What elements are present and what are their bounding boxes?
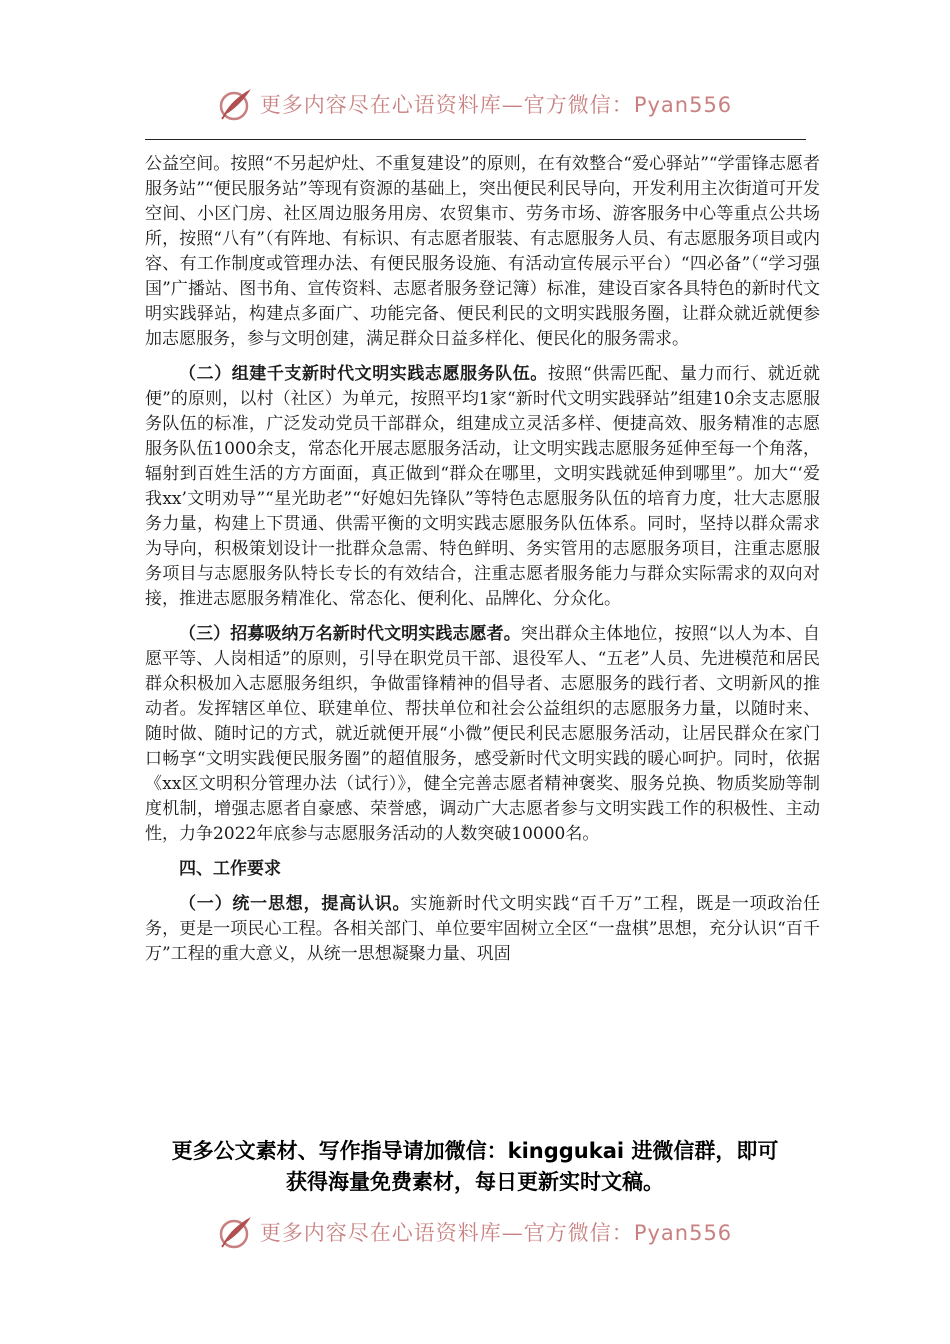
footer-watermark	[0, 1210, 950, 1254]
paragraph-volunteer-teams: （二）组建千支新时代文明实践志愿服务队伍。按照“供需匹配、量力而行、就近就便”的原则，以村（社区）为单元，按照平均1家“新时代文明实践驿站”组建10余支志愿服务队伍的标准，广泛发动党员干部群众，组建成立灵活多样、便捷高效、服务精准的志愿服务队伍1000余支，常态化开展志愿服务活动，让文明实践志愿服务延伸至每一个角落，辐射到百姓生活的方方面面，真正做到“群众在哪里，文明实践就延伸到哪里”。加大“‘爱我xx’文明劝导”“星光助老”“好媳妇先锋队”等特色志愿服务队伍的培育力度，壮大志愿服务力量，构建上下贯通、供需平衡的文明实践志愿服务队伍体系。同时，坚持以群众需求为导向，积极策划设计一批群众急需、特色鲜明、务实管用的志愿服务项目，注重志愿服务项目与志愿服务队特长专长的有效结合，注重志愿者服务能力与群众实际需求的双向对接，推进志愿服务精准化、常态化、便利化、品牌化、分众化。	[145, 364, 820, 609]
watermark-text: 更多内容尽在心语资料库—官方微信：Pyan556	[259, 1221, 733, 1245]
document-body	[145, 152, 820, 977]
paragraph-heading: （二）组建千支新时代文明实践志愿服务队伍。	[179, 364, 548, 384]
section-title-work-requirements: 四、工作要求	[179, 859, 281, 879]
watermark-text: 更多内容尽在心语资料库—官方微信：Pyan556	[259, 93, 733, 117]
paragraph-heading: （三）招募吸纳万名新时代文明实践志愿者。	[179, 624, 521, 644]
paragraph-unify-thinking: （一）统一思想，提高认识。实施新时代文明实践“百千万”工程，既是一项政治任务，更是一项民心工程。各相关部门、单位要牢固树立全区“一盘棋”思想，充分认识“百千万”工程的重大意义，从统一思想凝聚力量、巩固	[145, 894, 821, 964]
header-watermark	[0, 82, 950, 126]
promo-line-2: 获得海量免费素材，每日更新实时文稿。	[286, 1170, 664, 1194]
header-divider	[145, 139, 806, 140]
promo-banner	[120, 1136, 830, 1198]
paragraph-public-space: 公益空间。按照“不另起炉灶、不重复建设”的原则，在有效整合“爱心驿站”“学雷锋志愿者服务站”“便民服务站”等现有资源的基础上，突出便民利民导向，开发利用主次街道可开发空间、小区门房、社区周边服务用房、农贸集市、劳务市场、游客服务中心等重点公共场所，按照“八有”（有阵地、有标识、有志愿者服装、有志愿服务人员、有志愿服务项目或内容、有工作制度或管理办法、有便民服务设施、有活动宣传展示平台）“四必备”（“学习强国”广播站、图书角、宣传资料、志愿者服务登记簿）标准，建设百家各具特色的新时代文明实践驿站，构建点多面广、功能完备、便民利民的文明实践服务圈，让群众就近就便参加志愿服务，参与文明创建，满足群众日益多样化、便民化的服务需求。	[145, 154, 820, 349]
paragraph-heading: （一）统一思想，提高认识。	[179, 894, 411, 914]
paragraph-volunteer-recruitment: （三）招募吸纳万名新时代文明实践志愿者。突出群众主体地位，按照“以人为本、自愿平等、人岗相适”的原则，引导在职党员干部、退役军人、“五老”人员、先进模范和居民群众积极加入志愿服务组织，争做雷锋精神的倡导者、志愿服务的践行者、文明新风的推动者。发挥辖区单位、联建单位、帮扶单位和社会公益组织的志愿服务力量，以随时来、随时做、随时记的方式，就近就便开展“小微”便民利民志愿服务活动，让居民群众在家门口畅享“文明实践便民服务圈”的超值服务，感受新时代文明实践的暖心呵护。同时，依据《xx区文明积分管理办法（试行）》，健全完善志愿者精神褒奖、服务兑换、物质奖励等制度机制，增强志愿者自豪感、荣誉感，调动广大志愿者参与文明实践工作的积极性、主动性，力争2022年底参与志愿服务活动的人数突破10000名。	[145, 624, 820, 844]
promo-line-1: 更多公文素材、写作指导请加微信：kinggukai 进微信群，即可	[171, 1139, 779, 1163]
quill-logo-icon	[218, 86, 254, 122]
quill-logo-icon	[218, 1214, 254, 1250]
